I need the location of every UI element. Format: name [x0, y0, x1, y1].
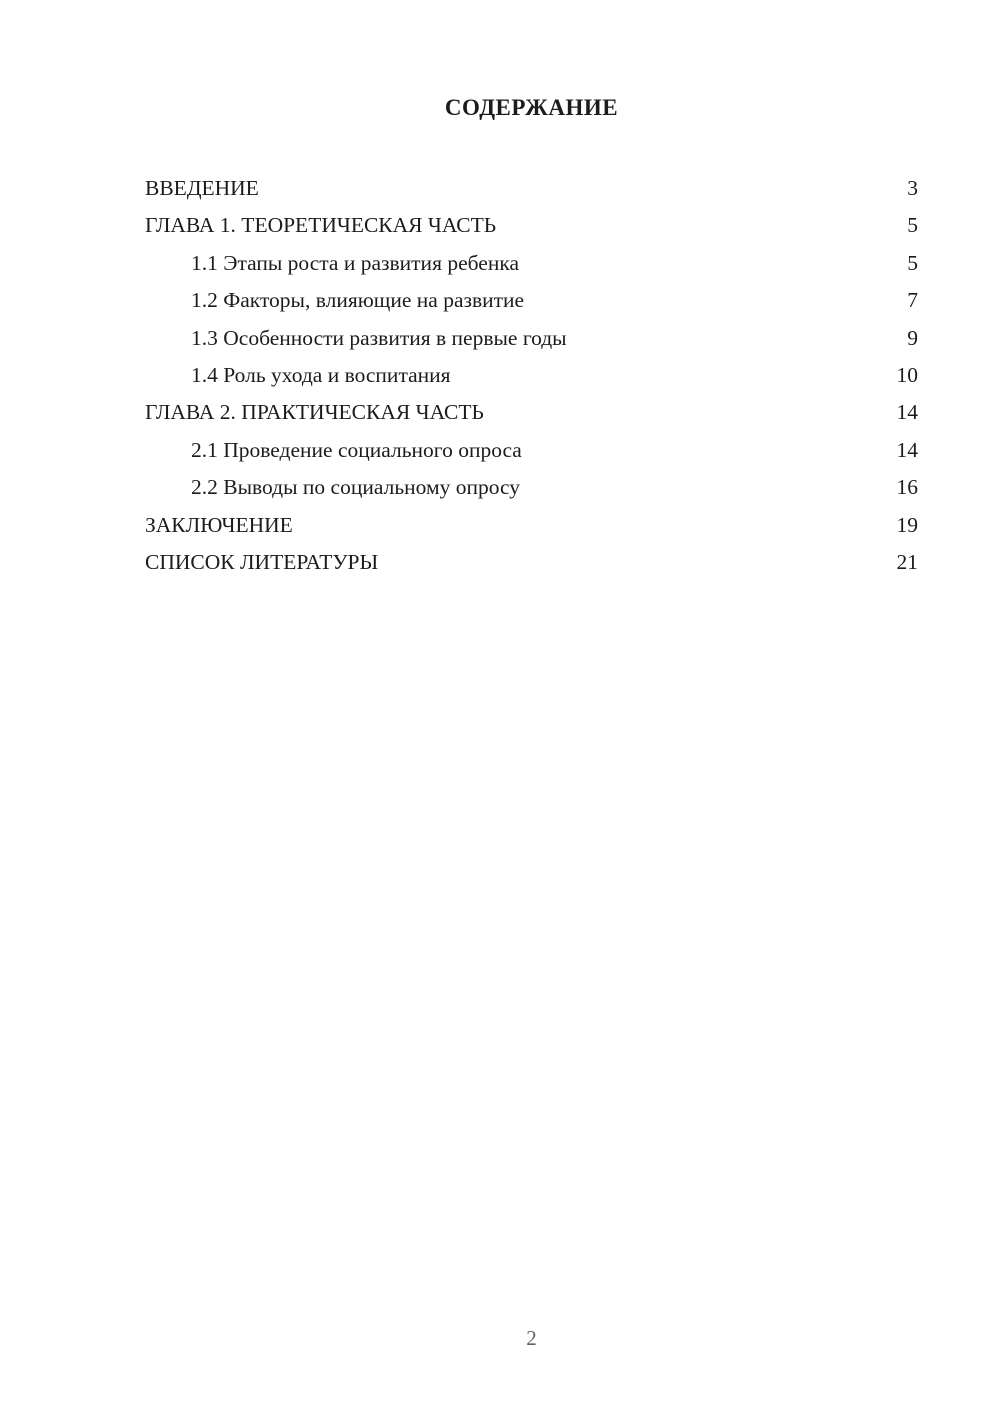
page-title: СОДЕРЖАНИЕ [444, 95, 619, 120]
toc-entry-label: ЗАКЛЮЧЕНИЕ [145, 512, 293, 537]
toc-entry-page-number: 21 [896, 549, 918, 574]
toc-entry [145, 432, 918, 469]
toc-entry-label: 2.1 Проведение социального опроса [191, 437, 522, 462]
toc-entry [145, 357, 918, 394]
toc-entry [145, 207, 918, 244]
toc-entry [145, 469, 918, 506]
toc-entry-label: 1.2 Факторы, влияющие на развитие [191, 288, 525, 313]
toc-entry-label: СПИСОК ЛИТЕРАТУРЫ [145, 549, 379, 574]
toc-entry-page-number: 9 [907, 325, 918, 350]
toc-entry-label: 1.4 Роль ухода и воспитания [191, 362, 451, 387]
toc-entry-label: 2.2 Выводы по социальному опросу [191, 475, 521, 500]
toc-entry [145, 320, 918, 357]
toc-entry-page-number: 3 [907, 176, 918, 200]
footer-page-number: 2 [526, 1326, 537, 1350]
toc-entry [145, 282, 918, 319]
toc-entry-page-number: 10 [896, 362, 918, 387]
toc-entry-page-number: 19 [896, 512, 918, 537]
toc-entry [145, 245, 918, 282]
toc-entry-label: ГЛАВА 1. ТЕОРЕТИЧЕСКАЯ ЧАСТЬ [145, 213, 497, 238]
toc-entry-page-number: 7 [907, 288, 918, 313]
toc-entry-page-number: 5 [907, 213, 918, 238]
table-of-contents [145, 170, 918, 581]
toc-entry [145, 170, 918, 207]
toc-entry-label: ГЛАВА 2. ПРАКТИЧЕСКАЯ ЧАСТЬ [145, 400, 484, 425]
toc-entry-page-number: 16 [896, 475, 918, 500]
toc-entry-label: ВВЕДЕНИЕ [145, 176, 259, 200]
toc-entry [145, 544, 918, 581]
toc-entry-page-number: 14 [896, 400, 918, 425]
toc-entry-page-number: 5 [907, 250, 918, 275]
toc-entry-label: 1.1 Этапы роста и развития ребенка [191, 250, 519, 275]
toc-entry [145, 507, 918, 544]
toc-entry [145, 394, 918, 431]
toc-entry-label: 1.3 Особенности развития в первые годы [191, 325, 567, 350]
toc-entry-page-number: 14 [896, 437, 918, 462]
